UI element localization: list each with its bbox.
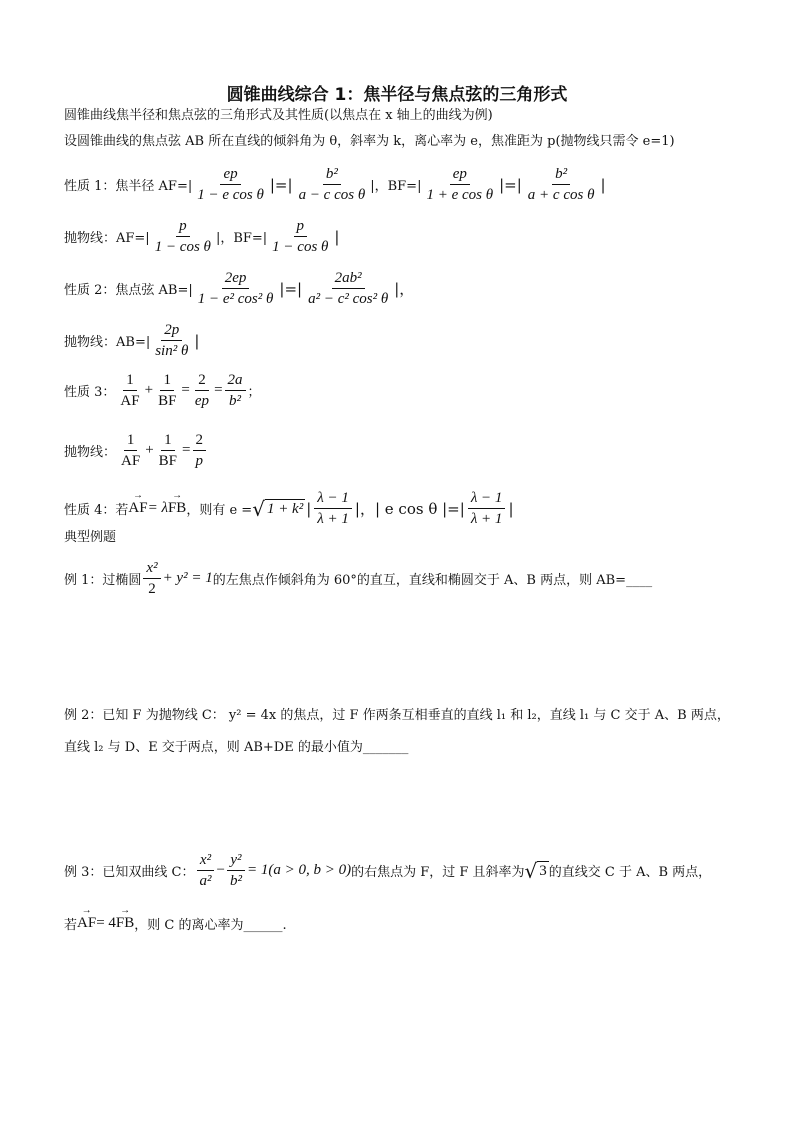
parabola-focal-radius: [64, 218, 340, 255]
denominator: a²: [199, 873, 212, 889]
plus-sign: +: [145, 442, 154, 458]
denominator: AF: [121, 453, 141, 469]
property-1-label: 性质 1：焦半径 AF=|: [64, 179, 193, 194]
example-2-line-2: 直线 l₂ 与 D、E 交于两点，则 AB+DE 的最小值为_______: [64, 740, 409, 755]
fraction: [194, 166, 267, 203]
equals-sign: |=|: [269, 175, 293, 194]
parabola-label: 抛物线：AB=|: [64, 335, 151, 350]
fraction: [468, 490, 506, 527]
radical-sign-icon: √: [252, 496, 265, 521]
opening-bar: |: [306, 499, 312, 518]
fraction: [305, 270, 391, 307]
denominator: p: [195, 453, 203, 469]
square-root: [252, 496, 305, 521]
lambda-equals: = λ: [147, 500, 168, 516]
plus-sign: +: [144, 382, 154, 398]
equals-sign: |=|: [499, 175, 522, 194]
vector-fb: → FB: [168, 500, 186, 517]
numerator: x²: [197, 852, 214, 871]
denominator: AF: [120, 393, 140, 409]
numerator: 2: [193, 432, 207, 451]
numerator: 1: [124, 432, 138, 451]
fraction: [143, 560, 160, 597]
separator: |，BF=|: [215, 231, 268, 246]
denominator: 1 − cos θ: [154, 239, 211, 255]
denominator: BF: [158, 393, 177, 409]
parabola-label: 抛物线：: [64, 445, 117, 460]
fraction: [152, 218, 214, 255]
fraction: [227, 852, 245, 889]
fraction: [314, 490, 352, 527]
equals-sign: |=|: [279, 279, 303, 298]
denominator: λ + 1: [317, 511, 349, 527]
radicand: 1 + k²: [266, 501, 304, 517]
fraction: [423, 166, 496, 203]
denominator: ep: [194, 393, 210, 409]
fraction: [156, 432, 180, 469]
page-title: 圆锥曲线综合 1：焦半径与焦点弦的三角形式: [226, 85, 568, 105]
closing-bar: |，: [394, 280, 415, 298]
numerator: 2ep: [222, 270, 250, 289]
numerator: λ − 1: [468, 490, 506, 509]
numerator: λ − 1: [314, 490, 352, 509]
denominator: a + c cos θ: [527, 187, 595, 203]
square-root: [524, 858, 549, 883]
radicand: 3: [539, 863, 547, 879]
denominator: 2: [148, 581, 156, 597]
numerator: 2p: [161, 322, 182, 341]
numerator: b²: [552, 166, 570, 185]
property-4: [64, 490, 515, 527]
numerator: 2ab²: [332, 270, 365, 289]
closing-bar: |: [508, 499, 514, 518]
denominator: b²: [229, 873, 242, 889]
parabola-label: 抛物线：AF=|: [64, 231, 150, 246]
equals-sign: =: [214, 382, 223, 398]
condition: = 1(a > 0, b > 0): [246, 862, 352, 878]
punctuation: ；: [247, 385, 261, 400]
example-1-label: 例 1：过椭圆: [64, 573, 142, 588]
separator: |，| e cos θ |=|: [354, 500, 465, 518]
example-3-prefix: 若: [64, 918, 78, 933]
fraction: [296, 166, 369, 203]
example-3-label: 例 3：已知双曲线 C：: [64, 865, 195, 880]
property-2: [64, 270, 415, 307]
property-1: [64, 166, 607, 203]
minus-sign: −: [216, 862, 225, 878]
equals-four: = 4: [96, 915, 116, 931]
closing-bar: |: [334, 227, 340, 246]
denominator: λ + 1: [470, 511, 503, 527]
property-2-label: 性质 2：焦点弦 AB=|: [64, 283, 193, 298]
separator: |，BF=|: [370, 179, 422, 194]
numerator: ep: [450, 166, 470, 185]
example-3-text-1: 的右焦点为 F，过 F 且斜率为: [351, 865, 525, 880]
fraction: [225, 372, 246, 409]
equation-rest: + y² = 1: [162, 570, 213, 586]
numerator: y²: [227, 852, 244, 871]
fraction: [117, 372, 142, 409]
numerator: 2: [195, 372, 209, 391]
radical-sign-icon: √: [524, 858, 538, 883]
example-1: [64, 560, 652, 597]
example-2-line-1: 例 2：已知 F 为抛物线 C： y² = 4x 的焦点，过 F 作两条互相垂直的直线 l₁ 和 l₂，直线 l₁ 与 C 交于 A、B 两点，: [64, 708, 730, 723]
example-1-text: 的左焦点作倾斜角为 60°的直互，直线和椭圆交于 A、B 两点，则 AB=____: [212, 573, 653, 588]
denominator: BF: [158, 453, 178, 469]
equals-sign: =: [181, 382, 190, 398]
property-4-label: 性质 4：若: [64, 503, 129, 518]
vector-af: → AF: [128, 500, 147, 517]
example-3-line-2: [64, 914, 287, 933]
property-3-label: 性质 3：: [64, 385, 116, 400]
denominator: a − c cos θ: [298, 187, 366, 203]
section-heading: 典型例题: [64, 530, 117, 545]
fraction: [118, 432, 143, 469]
fraction: [152, 322, 191, 359]
numerator: p: [176, 218, 190, 237]
denominator: 1 + e cos θ: [426, 187, 494, 203]
intro-line-1: 圆锥曲线焦半径和焦点弦的三角形式及其性质(以焦点在 x 轴上的曲线为例): [64, 108, 493, 123]
parabola-focal-chord: [64, 322, 200, 359]
numerator: 1: [161, 432, 175, 451]
fraction: [192, 372, 212, 409]
example-3-text-2: 的直线交 C 于 A、B 两点，: [548, 865, 712, 880]
example-3: [64, 852, 711, 889]
intro-line-2: 设圆锥曲线的焦点弦 AB 所在直线的倾斜角为 θ，斜率为 k，离心率为 e，焦准距为 p(抛物线只需令 e=1): [64, 134, 675, 149]
numerator: ep: [220, 166, 240, 185]
fraction: [155, 372, 179, 409]
numerator: p: [294, 218, 308, 237]
closing-bar: |: [600, 175, 606, 194]
fraction: [193, 432, 207, 469]
numerator: 2a: [225, 372, 246, 391]
denominator: 1 − cos θ: [272, 239, 329, 255]
fraction: [196, 852, 214, 889]
closing-bar: |: [194, 331, 200, 350]
fraction: [269, 218, 331, 255]
fraction: [195, 270, 277, 307]
property-3: [64, 372, 261, 409]
numerator: 1: [160, 372, 174, 391]
vector-af: → AF: [77, 915, 96, 932]
denominator: b²: [229, 393, 242, 409]
numerator: x²: [143, 560, 160, 579]
denominator: 1 − e² cos² θ: [197, 291, 274, 307]
parabola-reciprocal-sum: [64, 432, 208, 469]
denominator: a² − c² cos² θ: [308, 291, 389, 307]
equals-sign: =: [182, 442, 191, 458]
example-3-question: ，则 C 的离心率为______.: [134, 918, 287, 933]
then-text: ，则有 e =: [186, 503, 253, 518]
numerator: 1: [123, 372, 137, 391]
vector-fb: → FB: [116, 915, 134, 932]
fraction: [525, 166, 598, 203]
denominator: 1 − e cos θ: [197, 187, 264, 203]
denominator: sin² θ: [155, 343, 189, 359]
numerator: b²: [323, 166, 341, 185]
